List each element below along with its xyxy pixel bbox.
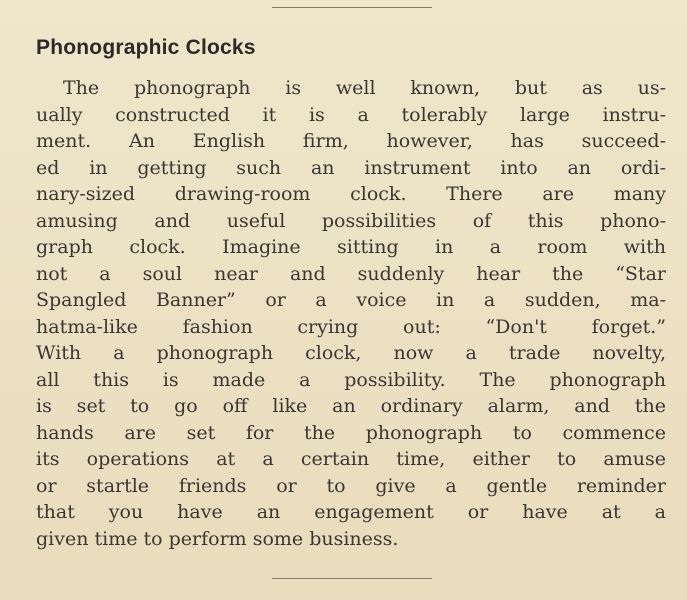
article-line: is set to go off like an ordinary alarm, and the — [36, 395, 666, 417]
article-line: ually constructed it is a tolerably large instru- — [36, 103, 666, 126]
article-line: not a soul near and suddenly hear the “Star — [36, 262, 666, 285]
article-body — [36, 75, 666, 552]
article-line: hands are set for the phonograph to commence — [36, 421, 666, 444]
article-line: graph clock. Imagine sitting in a room with — [36, 236, 666, 258]
article-line: ment. An English firm, however, has succeed- — [36, 130, 666, 152]
article-line: ed in getting such an instrument into an ordi- — [36, 156, 666, 179]
article-line: hatma-like fashion crying out: “Don't forget.” — [36, 315, 666, 338]
bottom-divider-rule — [272, 578, 432, 579]
article-line: With a phonograph clock, now a trade novelty, — [36, 342, 666, 364]
article-line: nary-sized drawing-room clock. There are many — [36, 183, 666, 205]
article-line: given time to perform some business. — [36, 527, 399, 550]
top-divider-rule — [272, 7, 432, 8]
article-line: Spangled Banner” or a voice in a sudden, ma- — [36, 289, 666, 311]
article-line: or startle friends or to give a gentle reminder — [36, 474, 666, 497]
article-line: that you have an engagement or have at a — [36, 501, 666, 523]
article-line: all this is made a possibility. The phonograph — [36, 368, 666, 391]
article-line: its operations at a certain time, either to amuse — [36, 448, 666, 470]
article-title: Phonographic Clocks — [36, 36, 256, 59]
article-line: The phonograph is well known, but as us- — [63, 77, 666, 99]
article-line: amusing and useful possibilities of this phono- — [36, 209, 666, 232]
